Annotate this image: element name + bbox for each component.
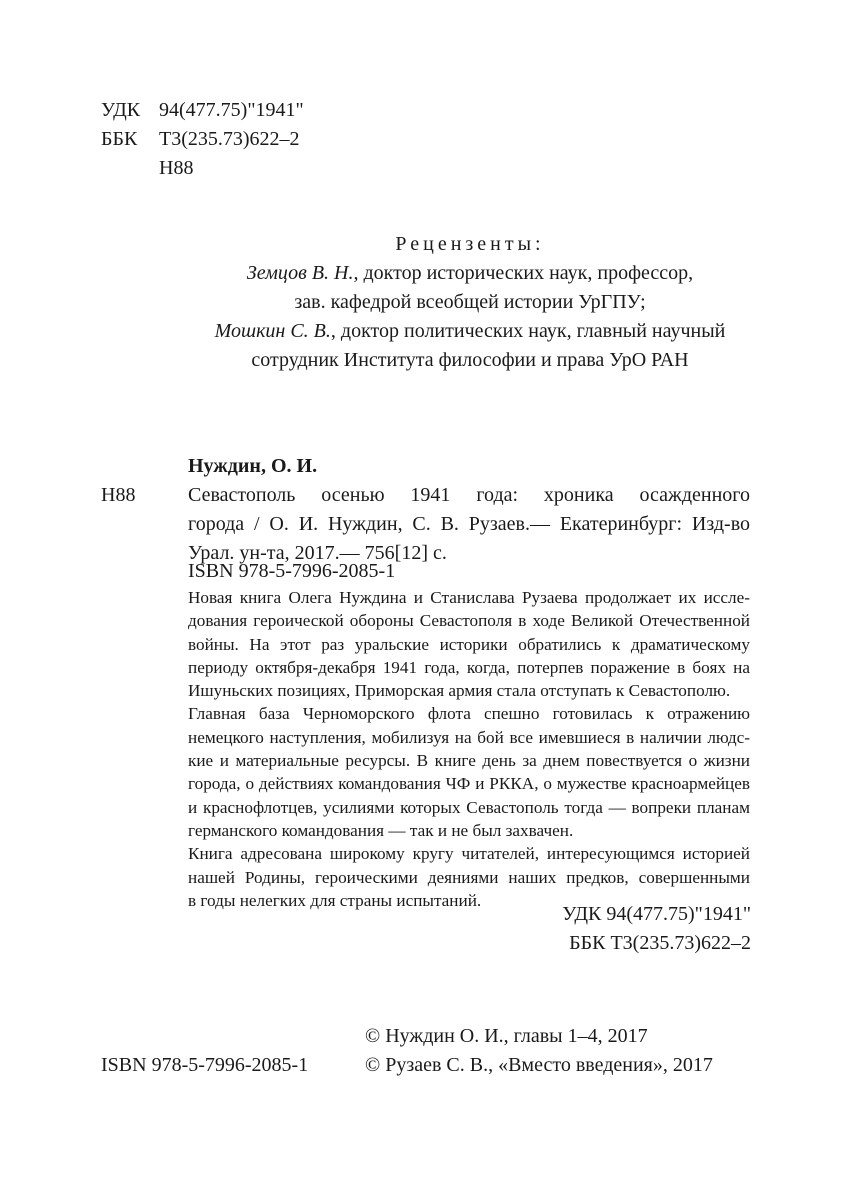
annotation-line: города, о действиях командования ЧФ и РККА, о мужестве красноармейцев bbox=[188, 774, 750, 794]
bbk-right: ББК Т3(235.73)622–2 bbox=[569, 932, 751, 954]
bibliographic-description bbox=[188, 481, 750, 568]
catalog-cipher: Н88 bbox=[101, 484, 136, 506]
cipher-row bbox=[101, 154, 304, 183]
annotation-paragraph-1 bbox=[158, 586, 750, 702]
annotation-line: периоду октября-декабря 1941 года, когда, потерпев поражение в боях на bbox=[188, 657, 750, 677]
reviewers-block bbox=[130, 230, 810, 375]
annotation-line: Ишуньских позициях, Приморская армия стала отступать к Севастополю. bbox=[188, 681, 731, 701]
udk-value: 94(477.75)"1941" bbox=[159, 99, 304, 121]
author-cipher: Н88 bbox=[159, 157, 194, 179]
annotation-line: кие и материальные ресурсы. В книге день за днем повествуется о жизни bbox=[188, 751, 750, 771]
reviewers-heading: Рецензенты: bbox=[395, 233, 545, 255]
biblio-line-2: города / О. И. Нуждин, С. В. Рузаев.— Екатеринбург: Изд-во bbox=[188, 513, 750, 535]
annotation-line: Книга адресована широкому кругу читателей, интересующимся историей bbox=[188, 844, 750, 864]
annotation-line: германского командования — так и не был захвачен. bbox=[188, 820, 574, 840]
reviewer-1-title: доктор исторических наук, профессор, bbox=[358, 262, 694, 284]
bbk-label: ББК bbox=[101, 128, 138, 150]
classification-codes-right bbox=[562, 900, 751, 958]
annotation-line: Новая книга Олега Нуждина и Станислава Рузаева продолжает их иссле- bbox=[188, 588, 750, 607]
reviewer-2-name: Мошкин С. В. bbox=[214, 320, 331, 342]
biblio-line-1: Севастополь осенью 1941 года: хроника осажденного bbox=[188, 484, 750, 506]
reviewer-1-affiliation: зав. кафедрой всеобщей истории УрГПУ; bbox=[294, 291, 646, 313]
reviewer-1-name: Земцов В. Н., bbox=[246, 262, 359, 284]
udk-right: УДК 94(477.75)"1941" bbox=[562, 903, 751, 925]
copyright-1: © Нуждин О. И., главы 1–4, 2017 bbox=[365, 1025, 648, 1047]
isbn-bottom: ISBN 978-5-7996-2085-1 bbox=[101, 1054, 309, 1076]
annotation-line: и краснофлотцев, усилиями которых Севастополь тогда — вопреки планам bbox=[188, 797, 750, 817]
annotation-line: Главная база Черноморского флота спешно готовилась к отражению bbox=[188, 704, 750, 724]
bbk-value: Т3(235.73)622–2 bbox=[159, 128, 300, 150]
classification-codes bbox=[101, 96, 304, 183]
udk-row bbox=[101, 96, 304, 125]
udk-label: УДК bbox=[101, 99, 141, 121]
annotation-line: нашей Родины, героическими деяниями наших предков, совершенными bbox=[188, 867, 750, 887]
copyright-block bbox=[365, 1022, 713, 1080]
annotation-line: немецкого наступления, мобилизуя на бой все имевшиеся в наличии людс- bbox=[188, 727, 750, 747]
catalog-isbn: ISBN 978-5-7996-2085-1 bbox=[188, 560, 396, 582]
catalog-author: Нуждин, О. И. bbox=[188, 455, 318, 477]
biblio-line-3: Урал. ун-та, 2017.— 756[12] с. bbox=[188, 542, 447, 564]
bbk-row bbox=[101, 125, 304, 154]
copyright-2: © Рузаев С. В., «Вместо введения», 2017 bbox=[365, 1054, 713, 1076]
annotation-line: дования героической обороны Севастополя в ходе Великой Отечественной bbox=[188, 611, 750, 631]
annotation-paragraph-2 bbox=[158, 702, 750, 842]
reviewer-2-line-1 bbox=[130, 317, 810, 346]
reviewer-2-title: , доктор политических наук, главный научный bbox=[330, 320, 726, 342]
annotation bbox=[158, 586, 750, 912]
reviewer-1-line-1 bbox=[130, 259, 810, 288]
annotation-line: войны. На этот раз уральские историки обратились к драматическому bbox=[188, 634, 750, 654]
reviewer-2-affiliation: сотрудник Института философии и права УрО РАН bbox=[251, 349, 689, 371]
annotation-line: в годы нелегких для страны испытаний. bbox=[188, 890, 482, 910]
